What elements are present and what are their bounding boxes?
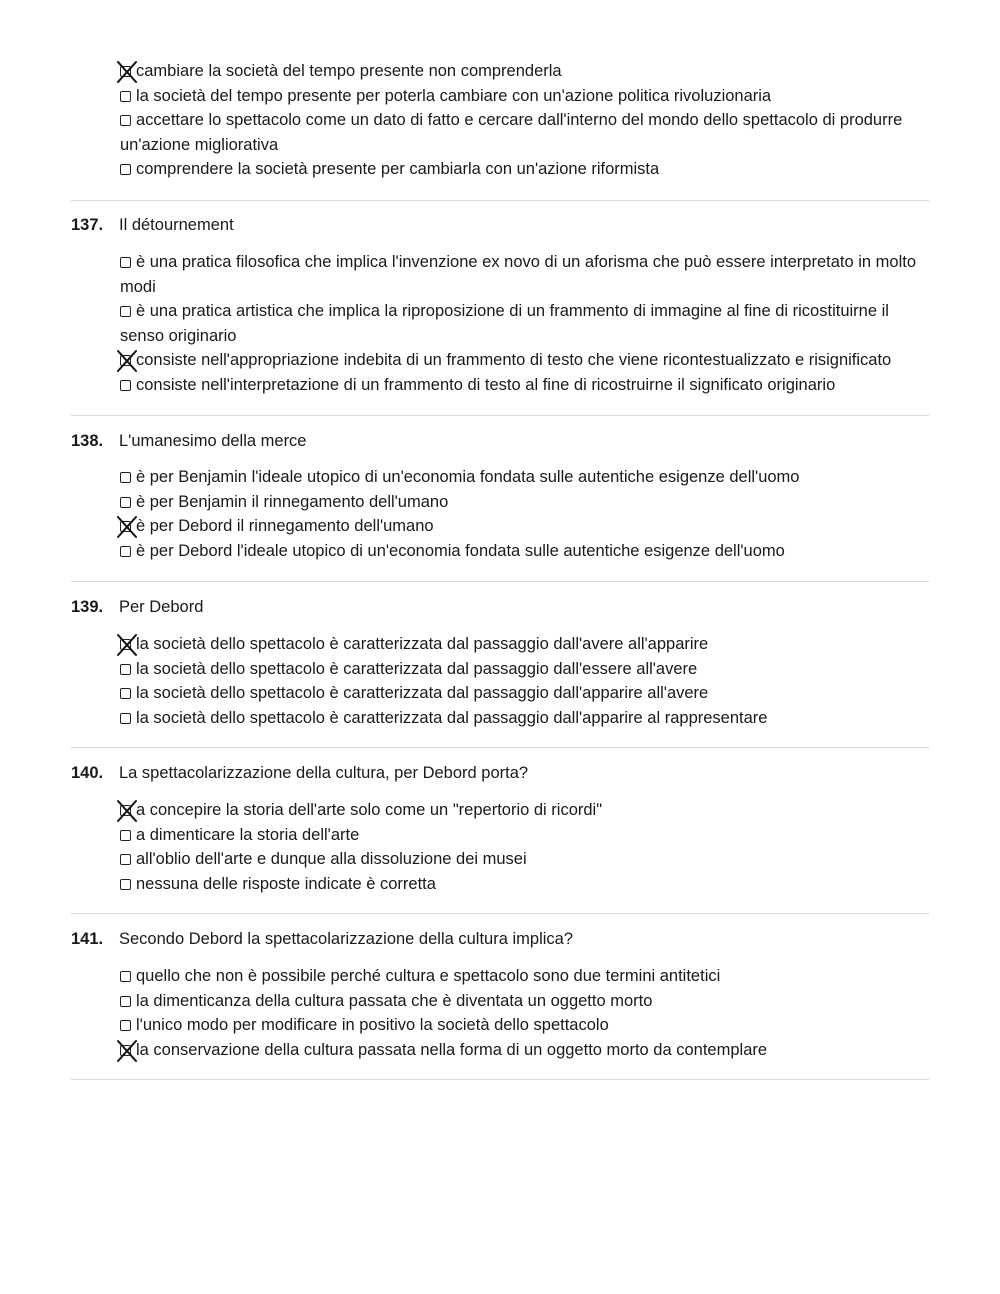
checkbox-icon[interactable]	[120, 306, 131, 317]
question-block-139	[71, 595, 929, 748]
option-item[interactable]	[120, 514, 929, 539]
checkbox-icon[interactable]	[120, 664, 131, 675]
option-label: quello che non è possibile perché cultura e spettacolo sono due termini antitetici	[136, 967, 721, 985]
checkbox-icon[interactable]	[120, 971, 131, 982]
question-text: Il détournement	[119, 216, 234, 234]
option-item[interactable]	[120, 798, 929, 823]
option-label: la società dello spettacolo è caratterizzata dal passaggio dall'avere all'apparire	[136, 635, 709, 653]
question-text: L'umanesimo della merce	[119, 432, 307, 450]
checkbox-icon[interactable]	[120, 996, 131, 1007]
option-label: a dimenticare la storia dell'arte	[136, 825, 360, 844]
question-block-136	[71, 59, 929, 201]
question-number: 140.	[71, 764, 104, 782]
option-item[interactable]	[120, 539, 929, 564]
option-item[interactable]	[120, 59, 929, 84]
option-label: la dimenticanza della cultura passata che è diventata un oggetto morto	[136, 991, 653, 1010]
option-item[interactable]	[120, 250, 929, 299]
option-label: consiste nell'appropriazione indebita di un frammento di testo che viene ricontestualizzato e risignificato	[136, 351, 892, 369]
option-item[interactable]	[120, 964, 929, 989]
checked-checkbox-icon[interactable]	[120, 639, 131, 650]
option-item[interactable]	[120, 872, 929, 897]
question-block-138	[71, 429, 929, 582]
option-label: la conservazione della cultura passata nella forma di un oggetto morto da contemplare	[136, 1040, 768, 1059]
question-header	[71, 761, 929, 785]
x-mark-icon	[116, 800, 138, 822]
x-mark-icon	[116, 516, 138, 538]
option-label: è per Debord il rinnegamento dell'umano	[136, 517, 434, 535]
option-item[interactable]	[120, 823, 929, 848]
option-item[interactable]	[120, 681, 929, 706]
options-list	[120, 250, 929, 397]
option-item[interactable]	[120, 108, 929, 157]
question-text: Per Debord	[119, 598, 204, 616]
option-item[interactable]	[120, 847, 929, 872]
options-list	[120, 964, 929, 1062]
checked-checkbox-icon[interactable]	[120, 1045, 131, 1056]
options-list	[120, 632, 929, 730]
checked-checkbox-icon[interactable]	[120, 66, 131, 77]
question-number: 138.	[71, 432, 104, 450]
option-item[interactable]	[120, 657, 929, 682]
question-header	[71, 213, 929, 237]
option-label: cambiare la società del tempo presente non comprenderla	[136, 62, 562, 80]
options-list	[120, 798, 929, 896]
checkbox-icon[interactable]	[120, 91, 131, 102]
option-item[interactable]	[120, 1038, 929, 1063]
option-label: è per Benjamin l'ideale utopico di un'economia fondata sulle autentiche esigenze dell'uomo	[136, 468, 800, 486]
question-text: La spettacolarizzazione della cultura, per Debord porta?	[119, 764, 529, 782]
checkbox-icon[interactable]	[120, 546, 131, 557]
question-header	[71, 595, 929, 619]
option-item[interactable]	[120, 1013, 929, 1038]
checkbox-icon[interactable]	[120, 380, 131, 391]
option-label: l'unico modo per modificare in positivo la società dello spettacolo	[136, 1016, 609, 1034]
question-number: 139.	[71, 598, 104, 616]
option-label: la società dello spettacolo è caratterizzata dal passaggio dall'essere all'avere	[136, 659, 698, 678]
option-item[interactable]	[120, 157, 929, 182]
question-block-141	[71, 927, 929, 1080]
question-header	[71, 429, 929, 453]
checkbox-icon[interactable]	[120, 1020, 131, 1031]
checkbox-icon[interactable]	[120, 115, 131, 126]
checkbox-icon[interactable]	[120, 854, 131, 865]
option-label: è per Debord l'ideale utopico di un'economia fondata sulle autentiche esigenze dell'uomo	[136, 541, 785, 560]
checkbox-icon[interactable]	[120, 830, 131, 841]
option-item[interactable]	[120, 465, 929, 490]
checkbox-icon[interactable]	[120, 688, 131, 699]
option-label: la società del tempo presente per poterla cambiare con un'azione politica rivoluzionaria	[136, 86, 772, 105]
option-label: la società dello spettacolo è caratterizzata dal passaggio dall'apparire al rappresentare	[136, 708, 768, 727]
option-label: è una pratica filosofica che implica l'invenzione ex novo di un aforisma che può essere interpretato in molto modi	[120, 253, 916, 296]
option-item[interactable]	[120, 348, 929, 373]
question-block-140	[71, 761, 929, 914]
x-mark-icon	[116, 634, 138, 656]
option-item[interactable]	[120, 989, 929, 1014]
checkbox-icon[interactable]	[120, 257, 131, 268]
question-text: Secondo Debord la spettacolarizzazione della cultura implica?	[119, 930, 574, 948]
option-label: all'oblio dell'arte e dunque alla dissoluzione dei musei	[136, 850, 527, 868]
option-label: nessuna delle risposte indicate è corretta	[136, 874, 436, 893]
option-label: a concepire la storia dell'arte solo come un "repertorio di ricordi"	[136, 801, 603, 819]
checked-checkbox-icon[interactable]	[120, 805, 131, 816]
x-mark-icon	[116, 1040, 138, 1062]
x-mark-icon	[116, 61, 138, 83]
option-label: consiste nell'interpretazione di un frammento di testo al fine di ricostruirne il significato originario	[136, 375, 836, 394]
checkbox-icon[interactable]	[120, 497, 131, 508]
option-item[interactable]	[120, 84, 929, 109]
option-label: la società dello spettacolo è caratterizzata dal passaggio dall'apparire all'avere	[136, 684, 709, 702]
option-item[interactable]	[120, 299, 929, 348]
option-label: è una pratica artistica che implica la riproposizione di un frammento di immagine al fine di ricostituirne il senso originario	[120, 302, 889, 345]
checkbox-icon[interactable]	[120, 164, 131, 175]
option-item[interactable]	[120, 373, 929, 398]
option-item[interactable]	[120, 706, 929, 731]
question-number: 141.	[71, 930, 104, 948]
checkbox-icon[interactable]	[120, 472, 131, 483]
question-header	[71, 927, 929, 951]
options-list	[120, 465, 929, 563]
checkbox-icon[interactable]	[120, 879, 131, 890]
checked-checkbox-icon[interactable]	[120, 355, 131, 366]
checkbox-icon[interactable]	[120, 713, 131, 724]
option-label: comprendere la società presente per cambiarla con un'azione riformista	[136, 160, 660, 178]
question-block-137	[71, 213, 929, 416]
checked-checkbox-icon[interactable]	[120, 521, 131, 532]
options-list	[120, 59, 929, 182]
option-label: accettare lo spettacolo come un dato di fatto e cercare dall'interno del mondo dello spettacolo di produrre un'azione migliorativa	[120, 111, 903, 154]
option-item[interactable]	[120, 632, 929, 657]
option-label: è per Benjamin il rinnegamento dell'umano	[136, 492, 449, 511]
x-mark-icon	[116, 350, 138, 372]
question-number: 137.	[71, 216, 104, 234]
option-item[interactable]	[120, 490, 929, 515]
